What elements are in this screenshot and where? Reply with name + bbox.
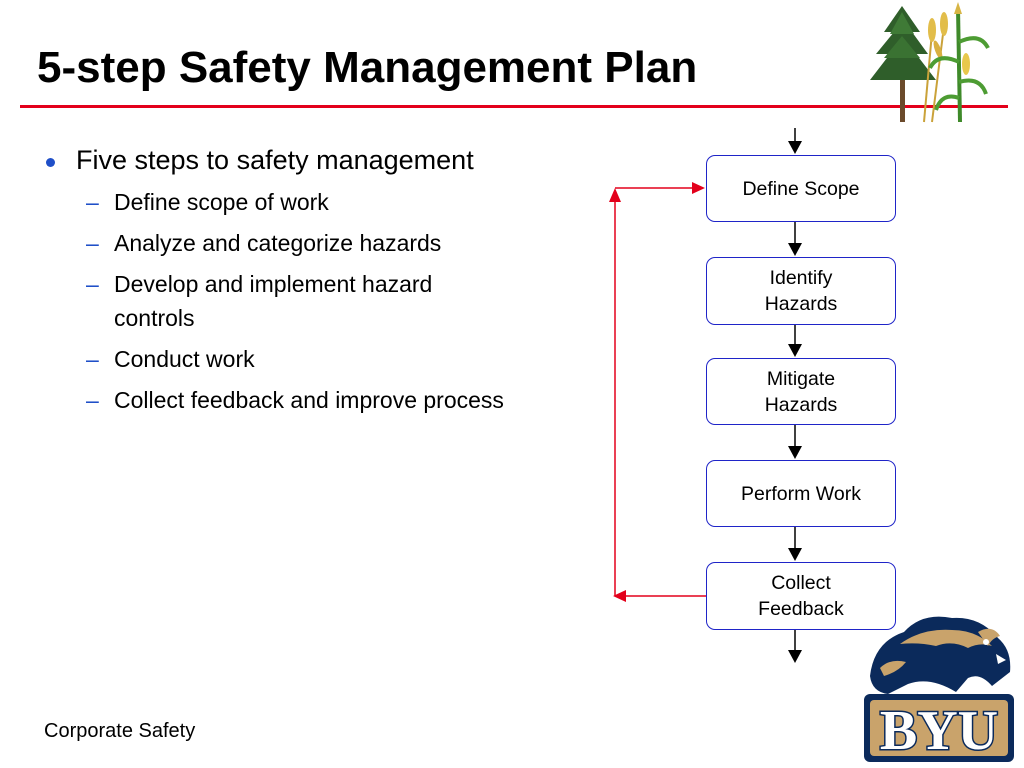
title-divider [20,105,1008,108]
bullet-main [42,140,512,181]
sub-bullet-text: Define scope of work [114,189,329,215]
logo-text: BYU [879,700,999,762]
arrow-head [788,344,802,357]
dash-icon: – [86,346,99,372]
feedback-arrow-head-up [609,188,621,202]
dash-icon: – [86,271,99,297]
sub-bullet-list [42,185,512,417]
dash-icon: – [86,230,99,256]
trees-and-corn-graphic [862,2,992,124]
sub-bullet-text: Conduct work [114,346,255,372]
arrow-head [788,650,802,663]
arrow-head [788,446,802,459]
dash-icon: – [86,387,99,413]
step-collect-feedback: Collect Feedback [706,562,896,630]
sub-bullet-item [42,383,512,417]
footer-text: Corporate Safety [44,720,196,742]
step-identify-hazards: Identify Hazards [706,257,896,325]
sub-bullet-item [42,267,512,335]
sub-bullet-text: Analyze and categorize hazards [114,230,442,256]
bullet-dot-icon [46,158,55,167]
sub-bullet-text: Develop and implement hazard controls [114,271,433,331]
sub-bullet-item [42,185,512,219]
bullet-list [42,140,512,424]
sub-bullet-text: Collect feedback and improve process [114,387,504,413]
step-perform-work: Perform Work [706,460,896,527]
step-define-scope: Define Scope [706,155,896,222]
bullet-main-text: Five steps to safety management [76,145,474,175]
arrow-head [788,548,802,561]
slide-title: 5-step Safety Management Plan [37,43,698,92]
arrow-head [788,243,802,256]
feedback-arrow-head-left [613,590,626,602]
cougar-byu-logo [860,602,1018,766]
arrow-head [788,141,802,154]
dash-icon: – [86,189,99,215]
sub-bullet-item [42,226,512,260]
step-mitigate-hazards: Mitigate Hazards [706,358,896,425]
feedback-loop [609,182,706,602]
feedback-arrow-head-right [692,182,705,194]
sub-bullet-item [42,342,512,376]
